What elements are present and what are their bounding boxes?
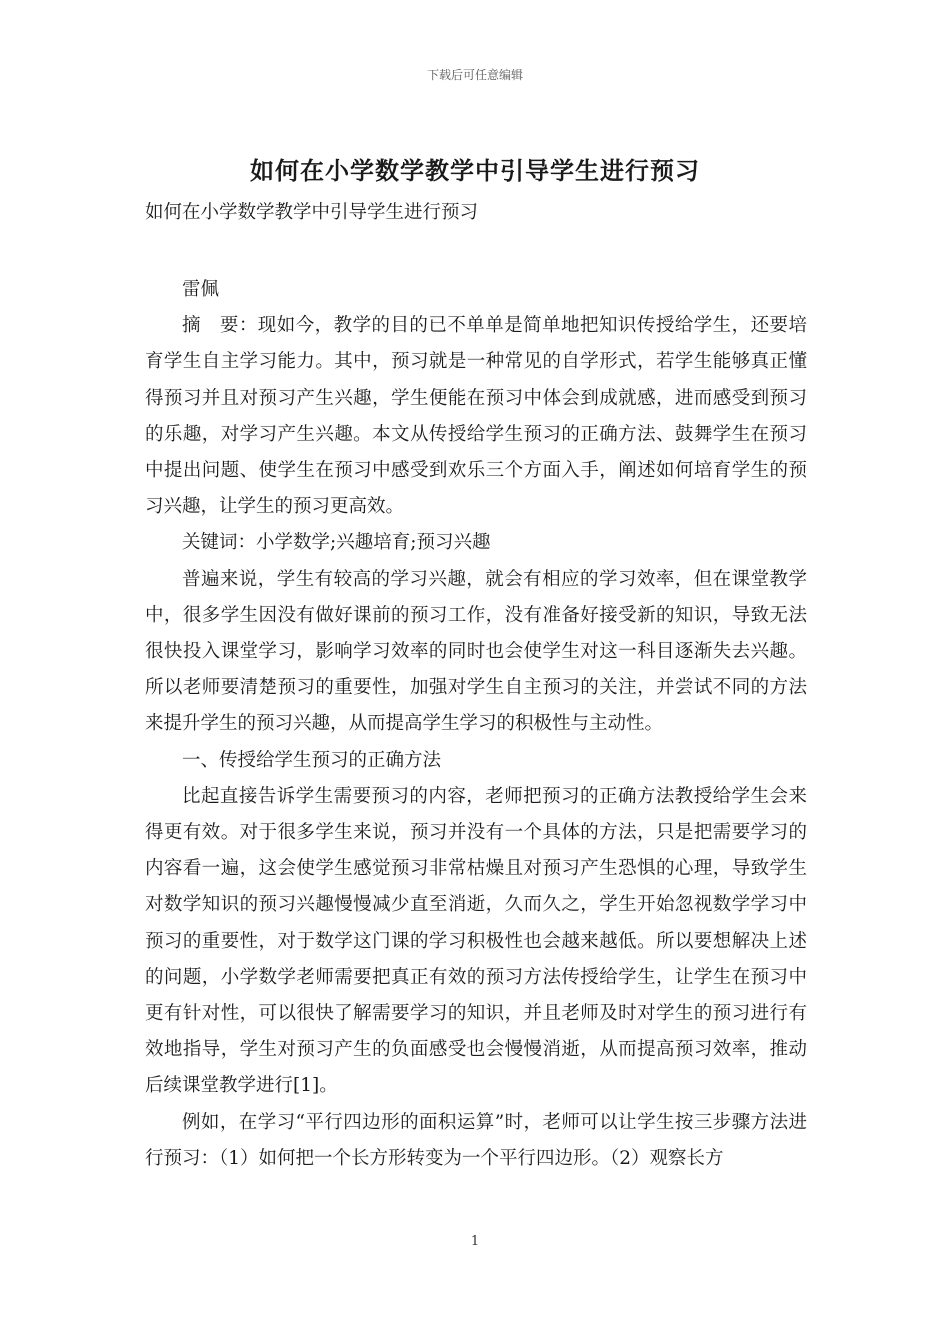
body-paragraph: 比起直接告诉学生需要预习的内容，老师把预习的正确方法教授给学生会来得更有效。对于很多学生来说，预习并没有一个具体的方法，只是把需要学习的内容看一遍，这会使学生感觉预习非常枯燥且对预习产生恐惧的心理，导致学生对数学知识的预习兴趣慢慢减少直至消逝，久而久之，学生开始忽视数学学习中预习的重要性，对于数学这门课的学习积极性也会越来越低。所以要想解决上述的问题，小学数学老师需要把真正有效的预习方法传授给学生，让学生在预习中更有针对性，可以很快了解需要学习的知识，并且老师及时对学生的预习进行有效地指导，学生对预习产生的负面感受也会慢慢消逝，从而提高预习效率，推动后续课堂教学进行[1]。	[145, 785, 807, 1097]
page-number: 1	[470, 1234, 480, 1249]
abstract-paragraph: 摘 要：现如今，教学的目的已不单单是简单地把知识传授给学生，还要培育学生自主学习能力。其中，预习就是一种常见的自学形式，若学生能够真正懂得预习并且对预习产生兴趣，学生便能在预习中体会到成就感，进而感受到预习的乐趣，对学习产生兴趣。本文从传授给学生预习的正确方法、鼓舞学生在预习中提出问题、使学生在预习中感受到欢乐三个方面入手，阐述如何培育学生的预习兴趣，让学生的预习更高效。	[145, 315, 807, 518]
document-title: 如何在小学数学教学中引导学生进行预习	[250, 156, 700, 185]
section-heading: 一、传授给学生预习的正确方法	[182, 749, 442, 771]
page-header-note: 下载后可任意编辑	[426, 68, 523, 82]
body-paragraph: 例如，在学习“平行四边形的面积运算”时，老师可以让学生按三步骤方法进行预习：（1）如何把一个长方形转变为一个平行四边形。（2）观察长方	[145, 1111, 807, 1169]
body-paragraph: 普遍来说，学生有较高的学习兴趣，就会有相应的学习效率，但在课堂教学中，很多学生因没有做好课前的预习工作，没有准备好接受新的知识，导致无法很快投入课堂学习，影响学习效率的同时也会使学生对这一科目逐渐失去兴趣。所以老师要清楚预习的重要性，加强对学生自主预习的关注，并尝试不同的方法来提升学生的预习兴趣，从而提高学生学习的积极性与主动性。	[145, 568, 807, 735]
keywords-paragraph: 关键词：小学数学;兴趣培育;预习兴趣	[182, 532, 491, 554]
author-name: 雷佩	[182, 279, 220, 300]
document-body	[145, 272, 807, 1177]
document-subtitle: 如何在小学数学教学中引导学生进行预习	[145, 202, 479, 223]
